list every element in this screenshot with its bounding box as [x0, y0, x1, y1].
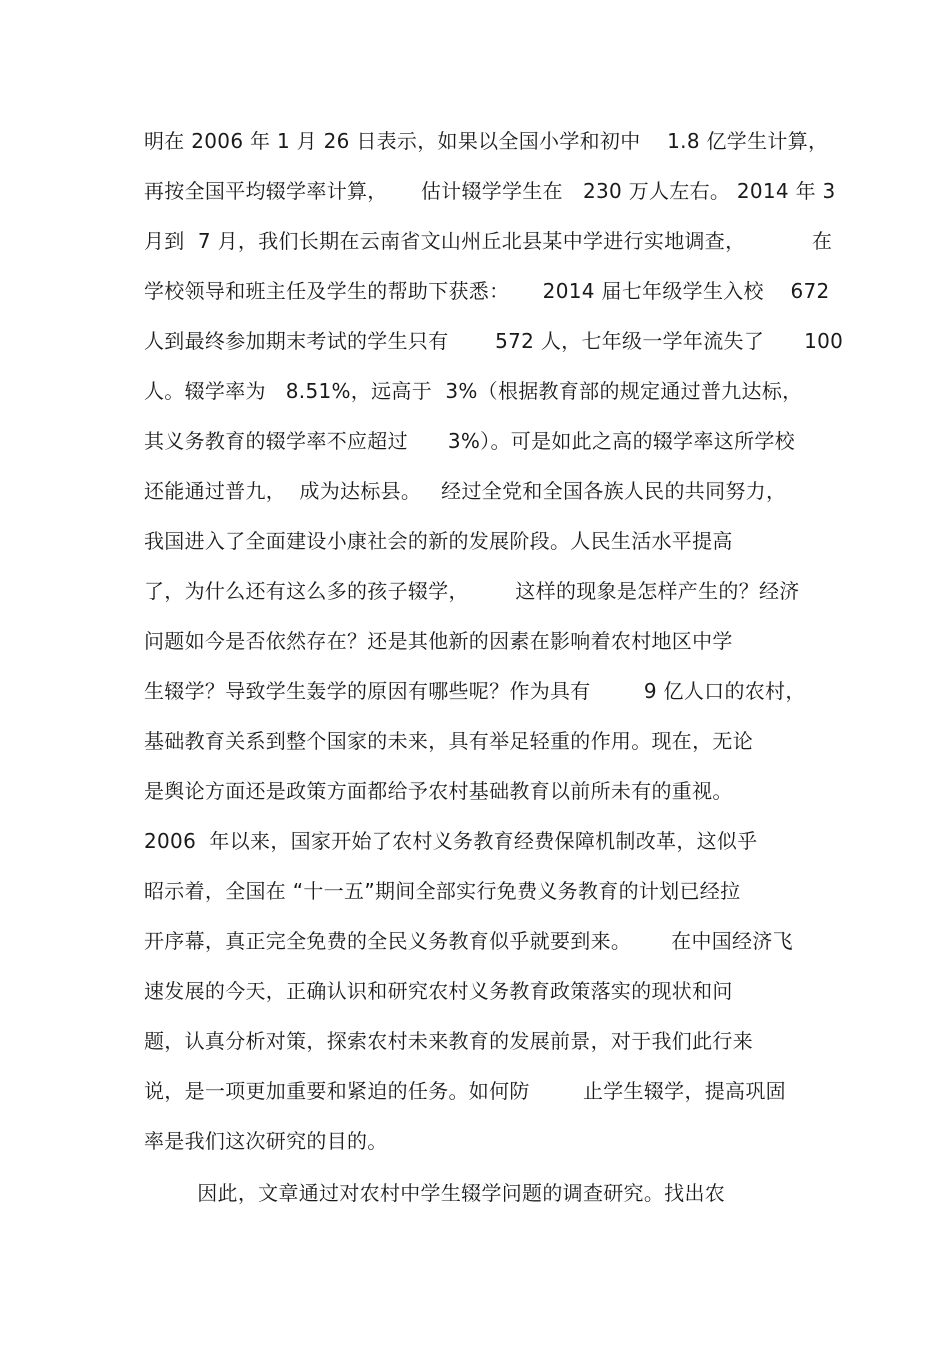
body-text-line: 生辍学？导致学生轰学的原因有哪些呢？作为具有 9 亿人口的农村， [144, 679, 806, 703]
body-text-line: 说，是一项更加重要和紧迫的任务。如何防 止学生辍学，提高巩固 [144, 1079, 786, 1103]
body-text-line: 开序幕，真正完全免费的全民义务教育似乎就要到来。 在中国经济飞 [144, 929, 793, 953]
body-text-line: 月到 7 月，我们长期在云南省文山州丘北县某中学进行实地调查， 在 [144, 229, 833, 253]
body-text-line: 率是我们这次研究的目的。 [144, 1129, 388, 1153]
body-text-line: 问题如今是否依然存在？还是其他新的因素在影响着农村地区中学 [144, 629, 733, 653]
body-text-line: 我国进入了全面建设小康社会的新的发展阶段。人民生活水平提高 [144, 529, 733, 553]
body-text-line: 再按全国平均辍学率计算， 估计辍学学生在 230 万人左右。 2014 年 3 [144, 179, 836, 203]
body-text-line: 明在 2006 年 1 月 26 日表示，如果以全国小学和初中 1.8 亿学生计算， [144, 129, 829, 153]
body-text-line: 2006 年以来，国家开始了农村义务教育经费保障机制改革，这似乎 [144, 829, 758, 853]
body-text-line: 题，认真分析对策，探索农村未来教育的发展前景，对于我们此行来 [144, 1029, 753, 1053]
paragraph-start-line: 因此，文章通过对农村中学生辍学问题的调查研究。找出农 [144, 1181, 726, 1205]
body-text-line: 人。辍学率为 8.51%，远高于 3%（根据教育部的规定通过普九达标， [144, 379, 803, 403]
body-text-line: 基础教育关系到整个国家的未来，具有举足轻重的作用。现在，无论 [144, 729, 753, 753]
body-text-line: 还能通过普九， 成为达标县。 经过全党和全国各族人民的共同努力， [144, 479, 787, 503]
body-text-line: 人到最终参加期末考试的学生只有 572 人，七年级一学年流失了 100 [144, 329, 844, 353]
body-text-line: 昭示着，全国在 “十一五”期间全部实行免费义务教育的计划已经拉 [144, 879, 741, 903]
body-text-line: 速发展的今天，正确认识和研究农村义务教育政策落实的现状和问 [144, 979, 733, 1003]
body-text-line: 学校领导和班主任及学生的帮助下获悉： 2014 届七年级学生入校 672 [144, 279, 830, 303]
body-text-line: 其义务教育的辍学率不应超过 3%）。可是如此之高的辍学率这所学校 [144, 429, 795, 453]
body-text-line: 是舆论方面还是政策方面都给予农村基础教育以前所未有的重视。 [144, 779, 733, 803]
body-text-line: 了，为什么还有这么多的孩子辍学， 这样的现象是怎样产生的？经济 [144, 579, 800, 603]
